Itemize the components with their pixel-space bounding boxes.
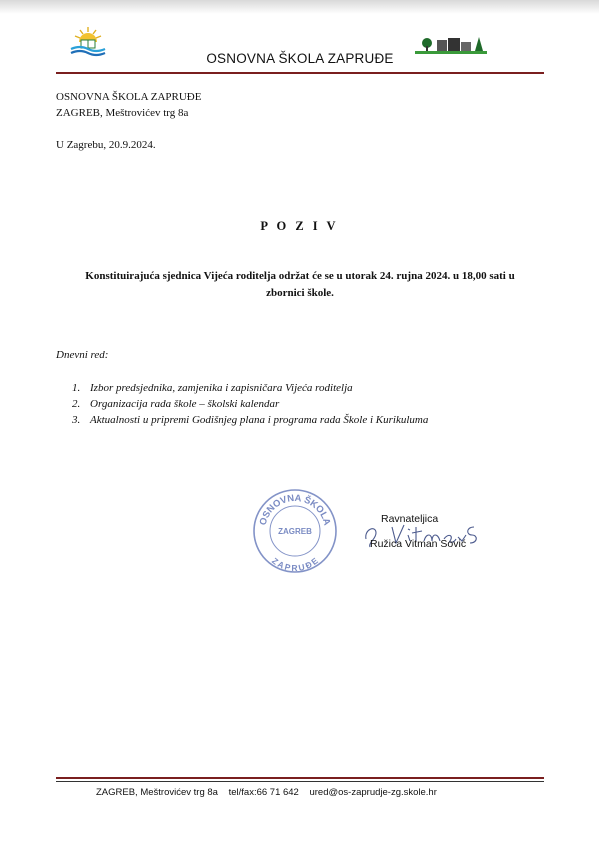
agenda-list	[72, 380, 428, 428]
list-item	[72, 396, 428, 412]
stamp-top-text: OSNOVNA ŠKOLA	[257, 492, 333, 527]
agenda-label: Dnevni red:	[56, 349, 109, 361]
sender-address: ZAGREB, Meštrovićev trg 8a	[56, 107, 189, 119]
page-top-shadow	[0, 0, 599, 14]
school-building-icon	[415, 34, 487, 56]
svg-text:ZAPRUĐE	[270, 555, 320, 573]
header-title: OSNOVNA ŠKOLA ZAPRUĐE	[206, 51, 394, 66]
agenda-item-number: 3.	[72, 414, 81, 426]
announcement	[56, 268, 544, 302]
footer-phone: tel/fax:66 71 642	[228, 787, 299, 798]
agenda-item-text: Organizacija rada škole – školski kalendar	[90, 398, 280, 410]
school-stamp	[252, 488, 338, 574]
announcement-line-2: zbornici škole.	[266, 287, 334, 299]
agenda-item-text: Aktualnosti u pripremi Godišnjeg plana i programa rada Škole i Kurikuluma	[90, 414, 429, 426]
footer-divider-thin	[56, 781, 544, 782]
header-divider	[56, 72, 544, 74]
footer-email: ured@os-zaprudje-zg.skole.hr	[309, 787, 437, 798]
agenda-item-text: Izbor predsjednika, zamjenika i zapisničara Vijeća roditelja	[90, 382, 353, 394]
stamp-center-text: ZAGREB	[278, 527, 312, 536]
list-item	[72, 412, 428, 428]
footer	[96, 787, 445, 798]
list-item	[72, 380, 428, 396]
svg-text:OSNOVNA ŠKOLA	[258, 493, 333, 527]
footer-address: ZAGREB, Meštrovićev trg 8a	[96, 787, 218, 798]
signatory-name: Ružica Vitman Sović	[370, 538, 467, 550]
agenda-item-number: 1.	[72, 382, 81, 394]
announcement-line-1: Konstituirajuća sjednica Vijeća roditelja održat će se u utorak 24. rujna 2024. u 18,00 sati u	[85, 270, 515, 282]
document-title: P O Z I V	[260, 219, 339, 233]
sender-name: OSNOVNA ŠKOLA ZAPRUĐE	[56, 91, 202, 103]
school-emblem-icon	[66, 24, 110, 58]
place-date: U Zagrebu, 20.9.2024.	[56, 139, 156, 151]
signatory-role: Ravnateljica	[381, 513, 439, 525]
footer-divider	[56, 777, 544, 779]
agenda-item-number: 2.	[72, 398, 81, 410]
stamp-bottom-text: ZAPRUĐE	[270, 555, 320, 574]
